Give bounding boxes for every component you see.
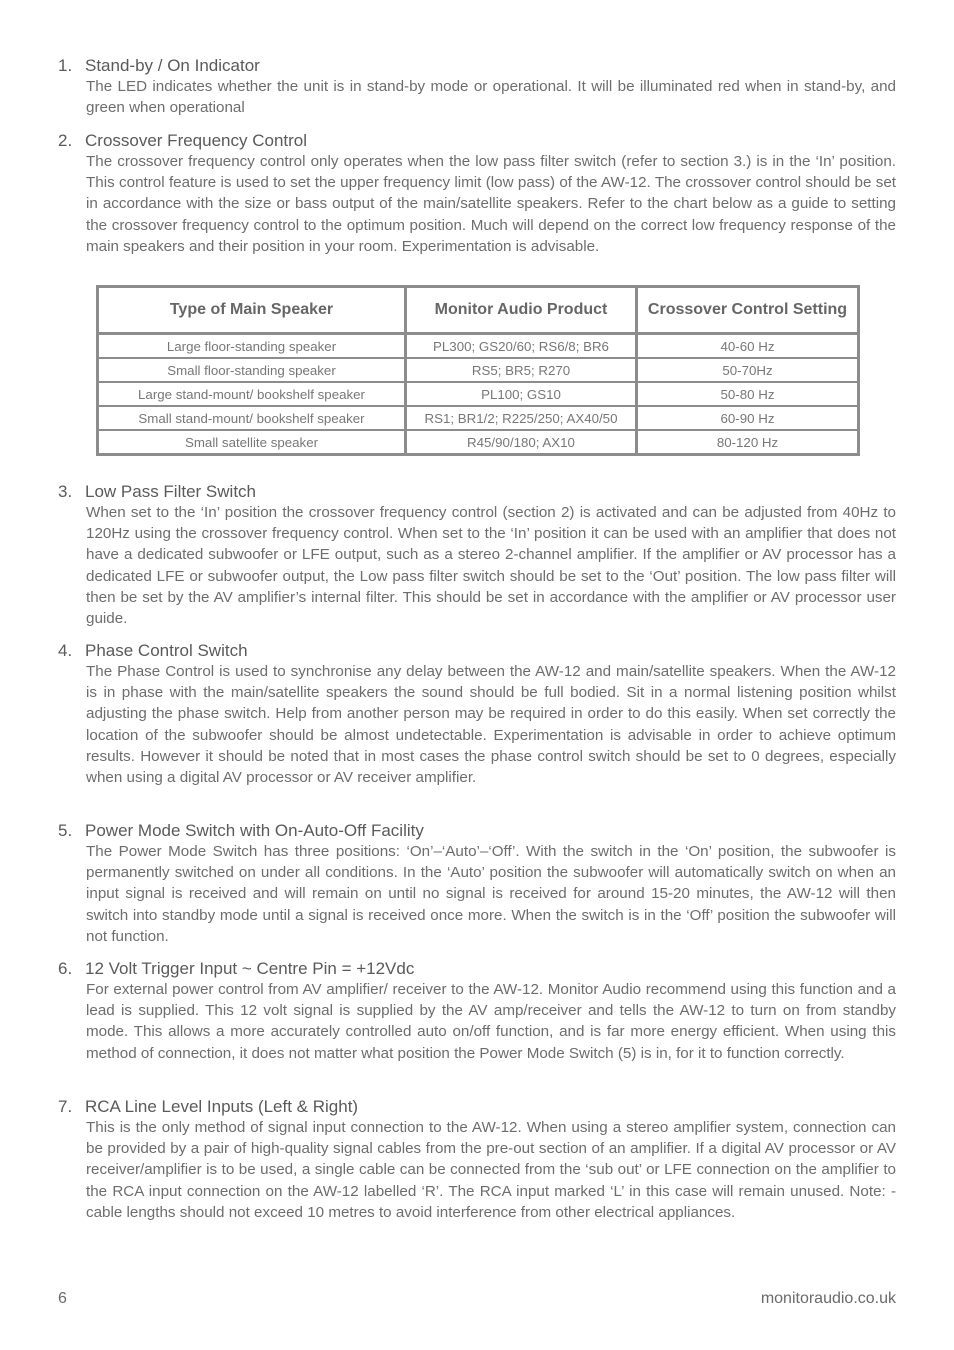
table-cell: Small stand-mount/ bookshelf speaker (99, 407, 407, 431)
section-body: For external power control from AV amplifier/ receiver to the AW-12. Monitor Audio recommend using this function and a lead is supplied. This 12 volt signal is supplied by the AV amp/receiver and tells the AW-12 to turn on from standby mode. This allows a more accurately controlled auto on/off function, and is far more energy efficient. When using this method of connection, it does not matter what position the Power Mode Switch (5) is in, for it to function correctly. (86, 981, 896, 1062)
table-cell: PL100; GS10 (407, 383, 638, 407)
section-title: Power Mode Switch with On-Auto-Off Facility (85, 821, 424, 840)
section-body: The LED indicates whether the unit is in stand-by mode or operational. It will be illuminated red when in stand-by, and green when operational (86, 78, 896, 117)
table-row (99, 335, 857, 359)
section-number: 4. (58, 641, 73, 660)
table-cell: Large floor-standing speaker (99, 335, 407, 359)
website-url: monitoraudio.co.uk (760, 1290, 896, 1307)
section-heading (58, 1096, 896, 1117)
section-title: Crossover Frequency Control (85, 131, 308, 150)
table-cell: PL300; GS20/60; RS6/8; BR6 (407, 335, 638, 359)
section-heading (58, 55, 896, 76)
table-cell: 60-90 Hz (638, 407, 857, 431)
section-body: When set to the ‘In’ position the crossover frequency control (section 2) is activated and can be adjusted from 40Hz to 120Hz using the crossover frequency control. When set to the ‘In’ position it can be used with an amplifier that does not have a dedicated subwoofer or LFE output, such as a stereo 2-channel amplifier. If the amplifier or AV processor has a dedicated LFE or subwoofer output, the Low pass filter switch should be set to the ‘Out’ position. The low pass filter will then be set by the AV amplifier’s internal filter. This should be set in accordance with the amplifier or AV processor user guide. (86, 504, 896, 628)
section-number: 5. (58, 821, 73, 840)
table-cell: 50-70Hz (638, 359, 857, 383)
section-standby-indicator (58, 55, 896, 118)
table-cell: 40-60 Hz (638, 335, 857, 359)
section-heading (58, 640, 896, 661)
page-number: 6 (58, 1290, 67, 1307)
table-cell: RS5; BR5; R270 (407, 359, 638, 383)
table-header-row (99, 288, 857, 335)
section-number: 7. (58, 1097, 73, 1116)
section-trigger-input (58, 958, 896, 1064)
section-number: 2. (58, 131, 73, 150)
section-number: 1. (58, 56, 73, 75)
table-cell: RS1; BR1/2; R225/250; AX40/50 (407, 407, 638, 431)
table-cell: 50-80 Hz (638, 383, 857, 407)
section-body: The Power Mode Switch has three positions: ‘On’–‘Auto’–‘Off’. With the switch in the ‘On’ position, the subwoofer is permanently switched on under all conditions. In the ‘Auto’ position the subwoofer will automatically switch on when an input signal is received and will remain on until no signal is received for around 15-20 minutes, the AW-12 will then switch into standby mode until a signal is received once more. When the switch is in the ‘Off’ position the subwoofer will not function. (86, 843, 896, 945)
section-body: The crossover frequency control only operates when the low pass filter switch (refer to section 3.) is in the ‘In’ position. This control feature is used to set the upper frequency limit (low pass) of the AW-12. The crossover control should be set in accordance with the size or bass output of the main/satellite speakers. Refer to the chart below as a guide to setting the crossover frequency control to the optimum position. Much will depend on the correct low frequency response of the main speakers and their position in your room. Experimentation is advisable. (86, 153, 896, 255)
section-heading (58, 481, 896, 502)
table-cell: R45/90/180; AX10 (407, 431, 638, 453)
section-heading (58, 130, 896, 151)
table-cell: Large stand-mount/ bookshelf speaker (99, 383, 407, 407)
section-title: 12 Volt Trigger Input ~ Centre Pin = +12Vdc (85, 959, 415, 978)
table-row (99, 407, 857, 431)
section-power-mode (58, 820, 896, 947)
section-heading (58, 958, 896, 979)
section-body: The Phase Control is used to synchronise any delay between the AW-12 and main/satellite speakers. When the AW-12 is in phase with the main/satellite speakers the sound should be full bodied. Sit in a normal listening position whilst adjusting the phase switch. Help from another person may be required in order to do this easily. When set correctly the location of the subwoofer should be almost undetectable. Experimentation is advisable in order to achieve optimum results. However it should be noted that in most cases the phase control switch should be set to 0 degrees, especially when using a digital AV processor or AV receiver amplifier. (86, 663, 896, 787)
section-body: This is the only method of signal input connection to the AW-12. When using a stereo amplifier system, connection can be provided by a pair of high-quality signal cables from the pre-out section of an amplifier. If a digital AV processor or AV receiver/amplifier is to be used, a single cable can be connected from the ‘sub out’ or LFE connection on the amplifier to the RCA input connection on the AW-12 labelled ‘R’. The RCA input marked ‘L’ in this case will remain unused. Note: - cable lengths should not exceed 10 metres to avoid interference from other electrical appliances. (86, 1119, 896, 1221)
section-title: Stand-by / On Indicator (85, 56, 260, 75)
column-header: Monitor Audio Product (407, 288, 638, 335)
crossover-settings-table (96, 285, 860, 456)
column-header: Crossover Control Setting (638, 288, 857, 335)
section-title: RCA Line Level Inputs (Left & Right) (85, 1097, 359, 1116)
section-number: 3. (58, 482, 73, 501)
table-cell: 80-120 Hz (716, 434, 779, 450)
section-rca-inputs (58, 1096, 896, 1223)
table-cell: Small satellite speaker (99, 431, 407, 453)
table-cell: Small floor-standing speaker (99, 359, 407, 383)
table-row (99, 431, 857, 453)
section-low-pass-filter (58, 481, 896, 629)
section-title: Low Pass Filter Switch (85, 482, 256, 501)
table-row (99, 383, 857, 407)
section-title: Phase Control Switch (85, 641, 248, 660)
table-row (99, 359, 857, 383)
section-crossover-frequency (58, 130, 896, 257)
column-header: Type of Main Speaker (99, 288, 407, 335)
section-phase-control (58, 640, 896, 788)
section-number: 6. (58, 959, 73, 978)
section-heading (58, 820, 896, 841)
